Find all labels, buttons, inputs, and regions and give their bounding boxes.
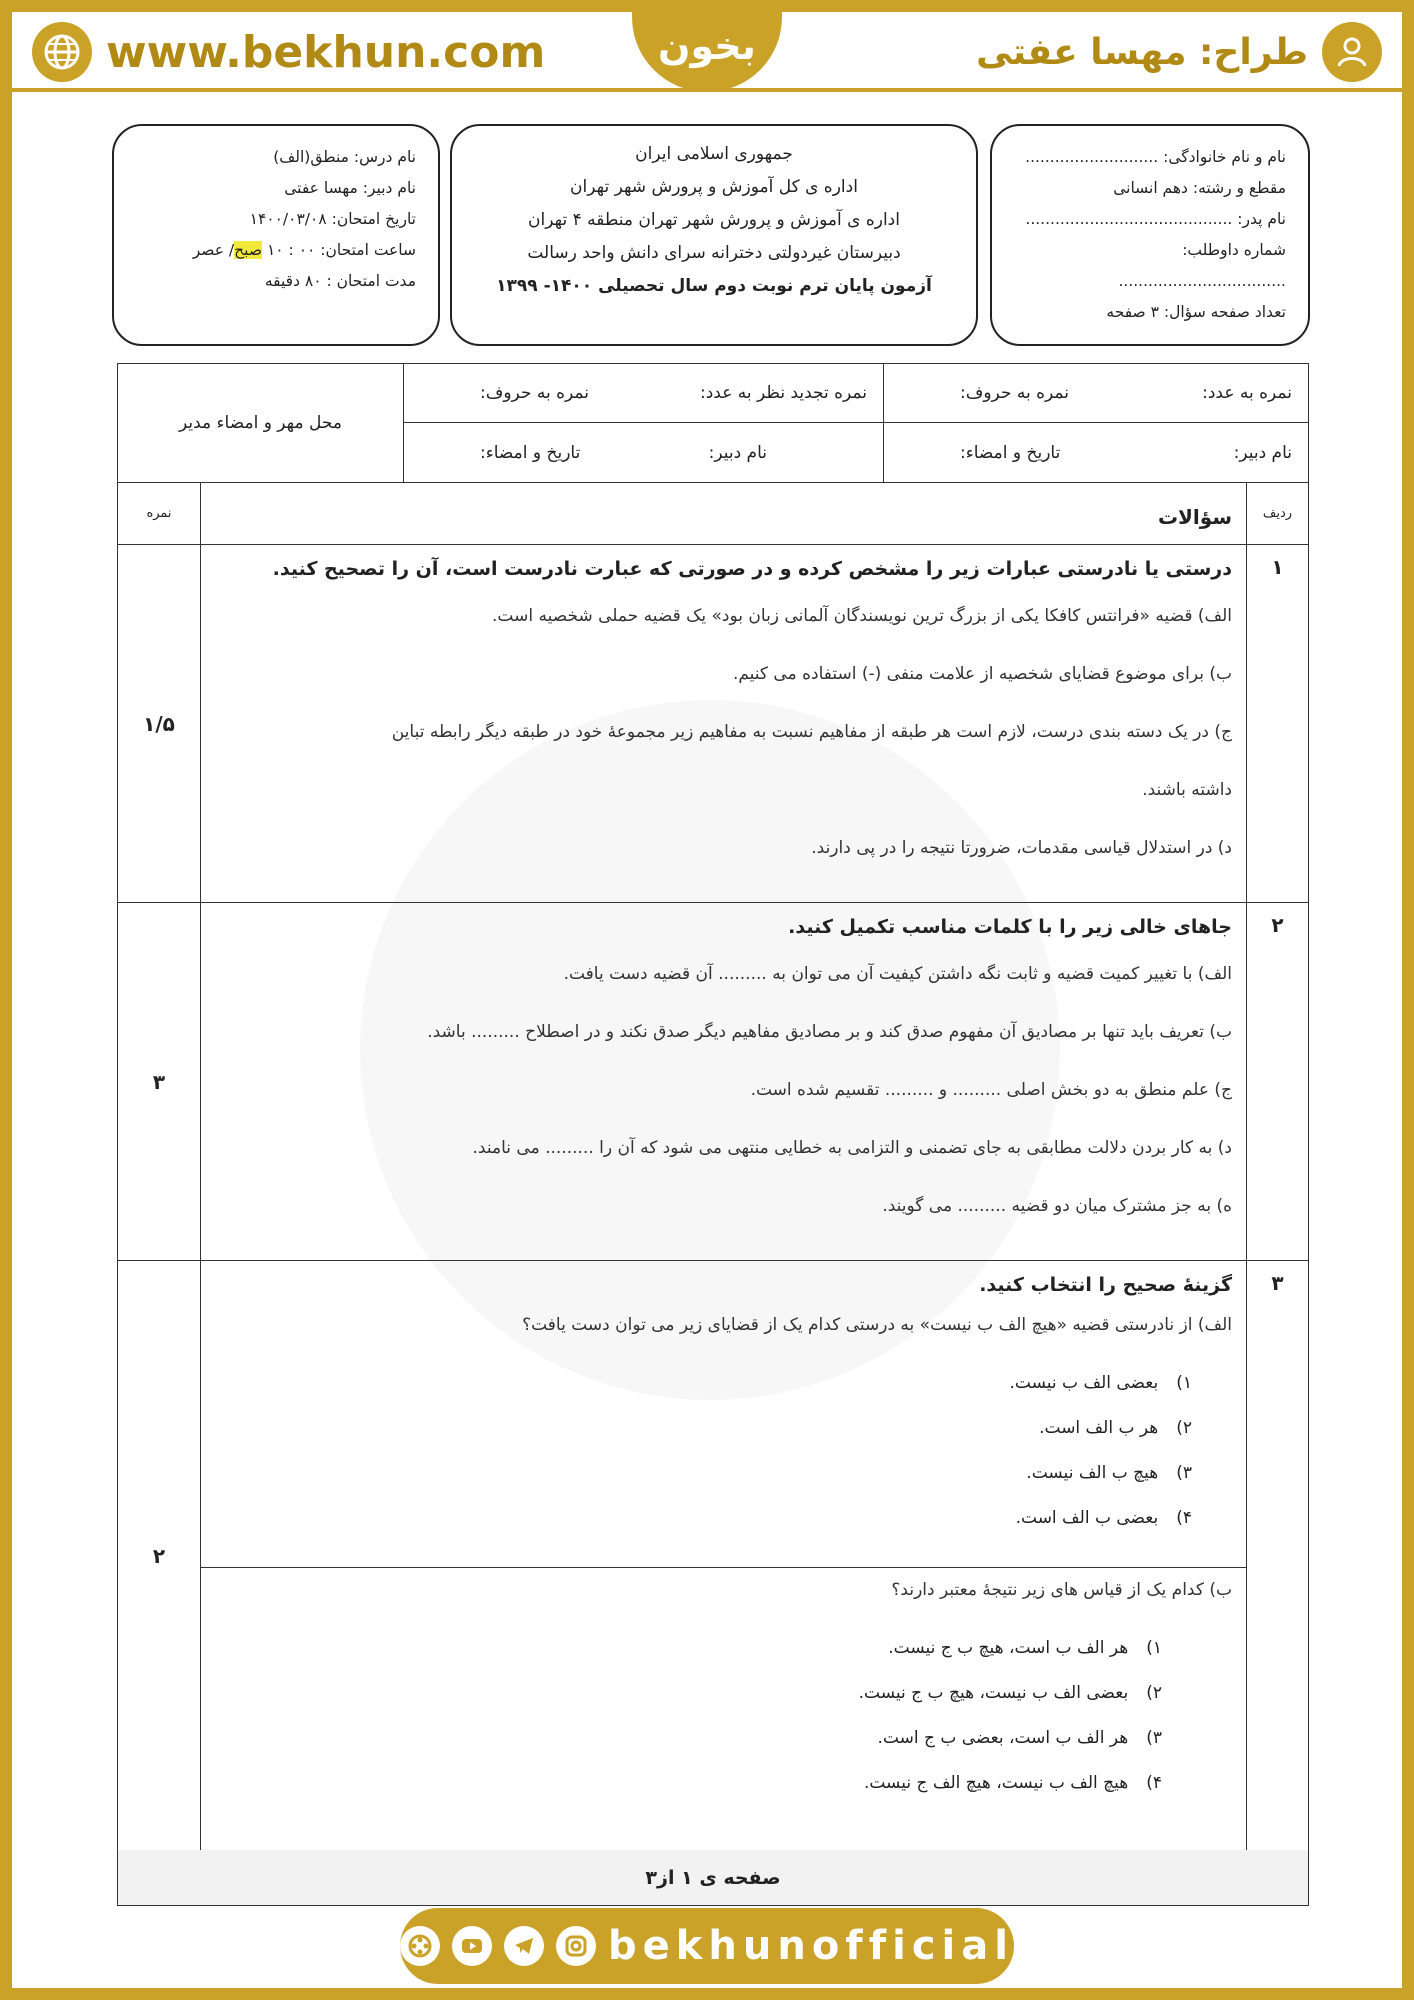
- father-name: نام پدر: ..........................................: [1025, 210, 1286, 228]
- student-info-box: [990, 124, 1310, 346]
- teacher-name: نام دبیر: مهسا عفتی: [284, 179, 416, 197]
- user-icon: [1322, 22, 1382, 82]
- social-bar[interactable]: [400, 1908, 1014, 1984]
- social-handle: bekhunofficial: [608, 1923, 1014, 1969]
- exam-duration: مدت امتحان : ۸۰ دقیقه: [264, 272, 416, 290]
- grade-field: مقطع و رشته: دهم انسانی: [1113, 179, 1286, 197]
- page-count: تعداد صفحه سؤال: ۳ صفحه: [1106, 303, 1286, 321]
- review-grade-cell: نمره تجدید نظر به عدد: نمره به حروف:: [404, 364, 884, 423]
- student-name: نام و نام خانوادگی: ...........................: [1025, 148, 1286, 166]
- candidate-number: شماره داوطلب: ..................................: [1118, 241, 1286, 290]
- instagram-icon[interactable]: [556, 1926, 596, 1966]
- exam-info-box: [112, 124, 440, 346]
- page-number: صفحه ی ۱ از۳: [117, 1850, 1309, 1906]
- option-item[interactable]: ۱) هر الف ب است، هیچ ب ج نیست.: [888, 1638, 1162, 1658]
- option-item[interactable]: ۴) بعضی ب الف است.: [1015, 1508, 1192, 1528]
- country: جمهوری اسلامی ایران: [635, 144, 793, 164]
- question-row: ۳ گزینهٔ صحیح را انتخاب کنید. الف) از نادرستی قضیه «هیچ الف ب نیست» به درستی کدام یک از قضایای زیر می توان دست یافت؟ ۱) بعضی الف ب نیست. ۲) هر ب الف است. ۳) هیچ ب الف نیست. ۴) بعضی ب الف است. ب) کدام یک از قیاس های زیر نتیجهٔ معتبر دارند؟ ۱) هر الف ب است، هیچ ب ج نیست. ۲) بعضی الف ب نیست، هیچ ب ج نیست. ۳) هر الف ب است، بعضی ب ج است. ۴) هیچ الف ب نیست، هیچ الف ج نیست. ۲: [118, 1261, 1308, 1851]
- youtube-icon[interactable]: [452, 1926, 492, 1966]
- questions-table: [117, 482, 1309, 1852]
- option-item[interactable]: ۲) هر ب الف است.: [1039, 1418, 1192, 1438]
- time-highlight: صبح: [234, 241, 263, 259]
- option-item[interactable]: ۴) هیچ الف ب نیست، هیچ الف ج نیست.: [863, 1773, 1162, 1793]
- office-district: اداره ی آموزش و پرورش شهر تهران منطقه ۴ تهران: [528, 210, 900, 230]
- course-name: نام درس: منطق(الف): [273, 148, 416, 166]
- option-item[interactable]: ۳) هیچ ب الف نیست.: [1026, 1463, 1192, 1483]
- stamp-cell: محل مهر و امضاء مدیر: [118, 364, 404, 483]
- site-link[interactable]: [32, 20, 545, 84]
- review-teacher-cell: نام دبیر: تاریخ و امضاء:: [404, 423, 884, 483]
- school-name: دبیرستان غیردولتی دخترانه سرای دانش واحد رسالت: [527, 243, 901, 263]
- grades-table: [117, 363, 1309, 483]
- question-title: درستی یا نادرستی عبارات زیر را مشخص کرده و در صورتی که عبارت نادرست است، آن را تصحیح کنید.: [272, 558, 1232, 580]
- exam-title: آزمون پایان ترم نوبت دوم سال تحصیلی ۱۴۰۰- ۱۳۹۹: [496, 276, 932, 296]
- globe-icon: [32, 22, 92, 82]
- aparat-icon[interactable]: [400, 1926, 440, 1966]
- question-title: جاهای خالی زیر را با کلمات مناسب تکمیل کنید.: [788, 916, 1232, 938]
- office-general: اداره ی کل آموزش و پرورش شهر تهران: [570, 177, 858, 197]
- grade-cell: نمره به عدد: نمره به حروف:: [884, 364, 1309, 423]
- exam-date: تاریخ امتحان: ۱۴۰۰/۰۳/۰۸: [249, 210, 416, 228]
- option-item[interactable]: ۲) بعضی الف ب نیست، هیچ ب ج نیست.: [858, 1683, 1162, 1703]
- designer-name: طراح: مهسا عفتی: [976, 31, 1308, 73]
- option-item[interactable]: ۱) بعضی الف ب نیست.: [1009, 1373, 1192, 1393]
- score-header: نمره: [146, 506, 172, 521]
- question-score: ۱/۵: [143, 711, 175, 736]
- option-item[interactable]: ۳) هر الف ب است، بعضی ب ج است.: [877, 1728, 1162, 1748]
- questions-header: سؤالات: [200, 483, 1246, 544]
- exam-time: ساعت امتحان: ۰۰ : ۱۰ صبح/ عصر: [192, 241, 416, 259]
- logo-text: بخون: [658, 24, 756, 68]
- school-info-box: [450, 124, 978, 346]
- question-score: ۲: [152, 1544, 166, 1568]
- question-row: ۲ جاهای خالی زیر را با کلمات مناسب تکمیل کنید. الف) با تغییر کمیت قضیه و ثابت نگه داشتن کیفیت آن می توان به ......... آن قضیه دست یافت. ب) تعریف باید تنها بر مصادیق آن مفهوم صدق کند و بر مصادیق مفاهیم دیگر صدق نکند و در اصطلاح ......... باشد. ج) علم منطق به دو بخش اصلی ......... و ......... تقسیم شده است. د) به کار بردن دلالت مطابقی به جای تضمنی و التزامی به خطایی منتهی می شود که آن را ......... می نامند. ه) به جز مشترک میان دو قضیه ......... می گویند. ۳: [118, 903, 1308, 1261]
- teacher-cell: نام دبیر: تاریخ و امضاء:: [884, 423, 1309, 483]
- question-score: ۳: [152, 1069, 166, 1094]
- question-title: گزینهٔ صحیح را انتخاب کنید.: [979, 1274, 1232, 1296]
- telegram-icon[interactable]: [504, 1926, 544, 1966]
- question-row: ۱ درستی یا نادرستی عبارات زیر را مشخص کرده و در صورتی که عبارت نادرست است، آن را تصحیح کنید. الف) قضیه «فرانتس کافکا یکی از بزرگ ترین نویسندگان آلمانی زبان بود» یک قضیه حملی شخصیه است. ب) برای موضوع قضایای شخصیه از علامت منفی (-) استفاده می کنیم. ج) در یک دسته بندی درست، لازم است هر طبقه از مفاهیم نسبت به مفاهیم زیر مجموعهٔ خود در طبقه دیگر رابطه تباین داشته باشند. د) در استدلال قیاسی مقدمات، ضرورتا نتیجه را در پی دارند. ۱/۵: [118, 545, 1308, 903]
- table-header-row: [118, 483, 1308, 545]
- site-url: www.bekhun.com: [106, 26, 546, 78]
- row-header: ردیف: [1246, 483, 1308, 544]
- designer: [976, 20, 1382, 84]
